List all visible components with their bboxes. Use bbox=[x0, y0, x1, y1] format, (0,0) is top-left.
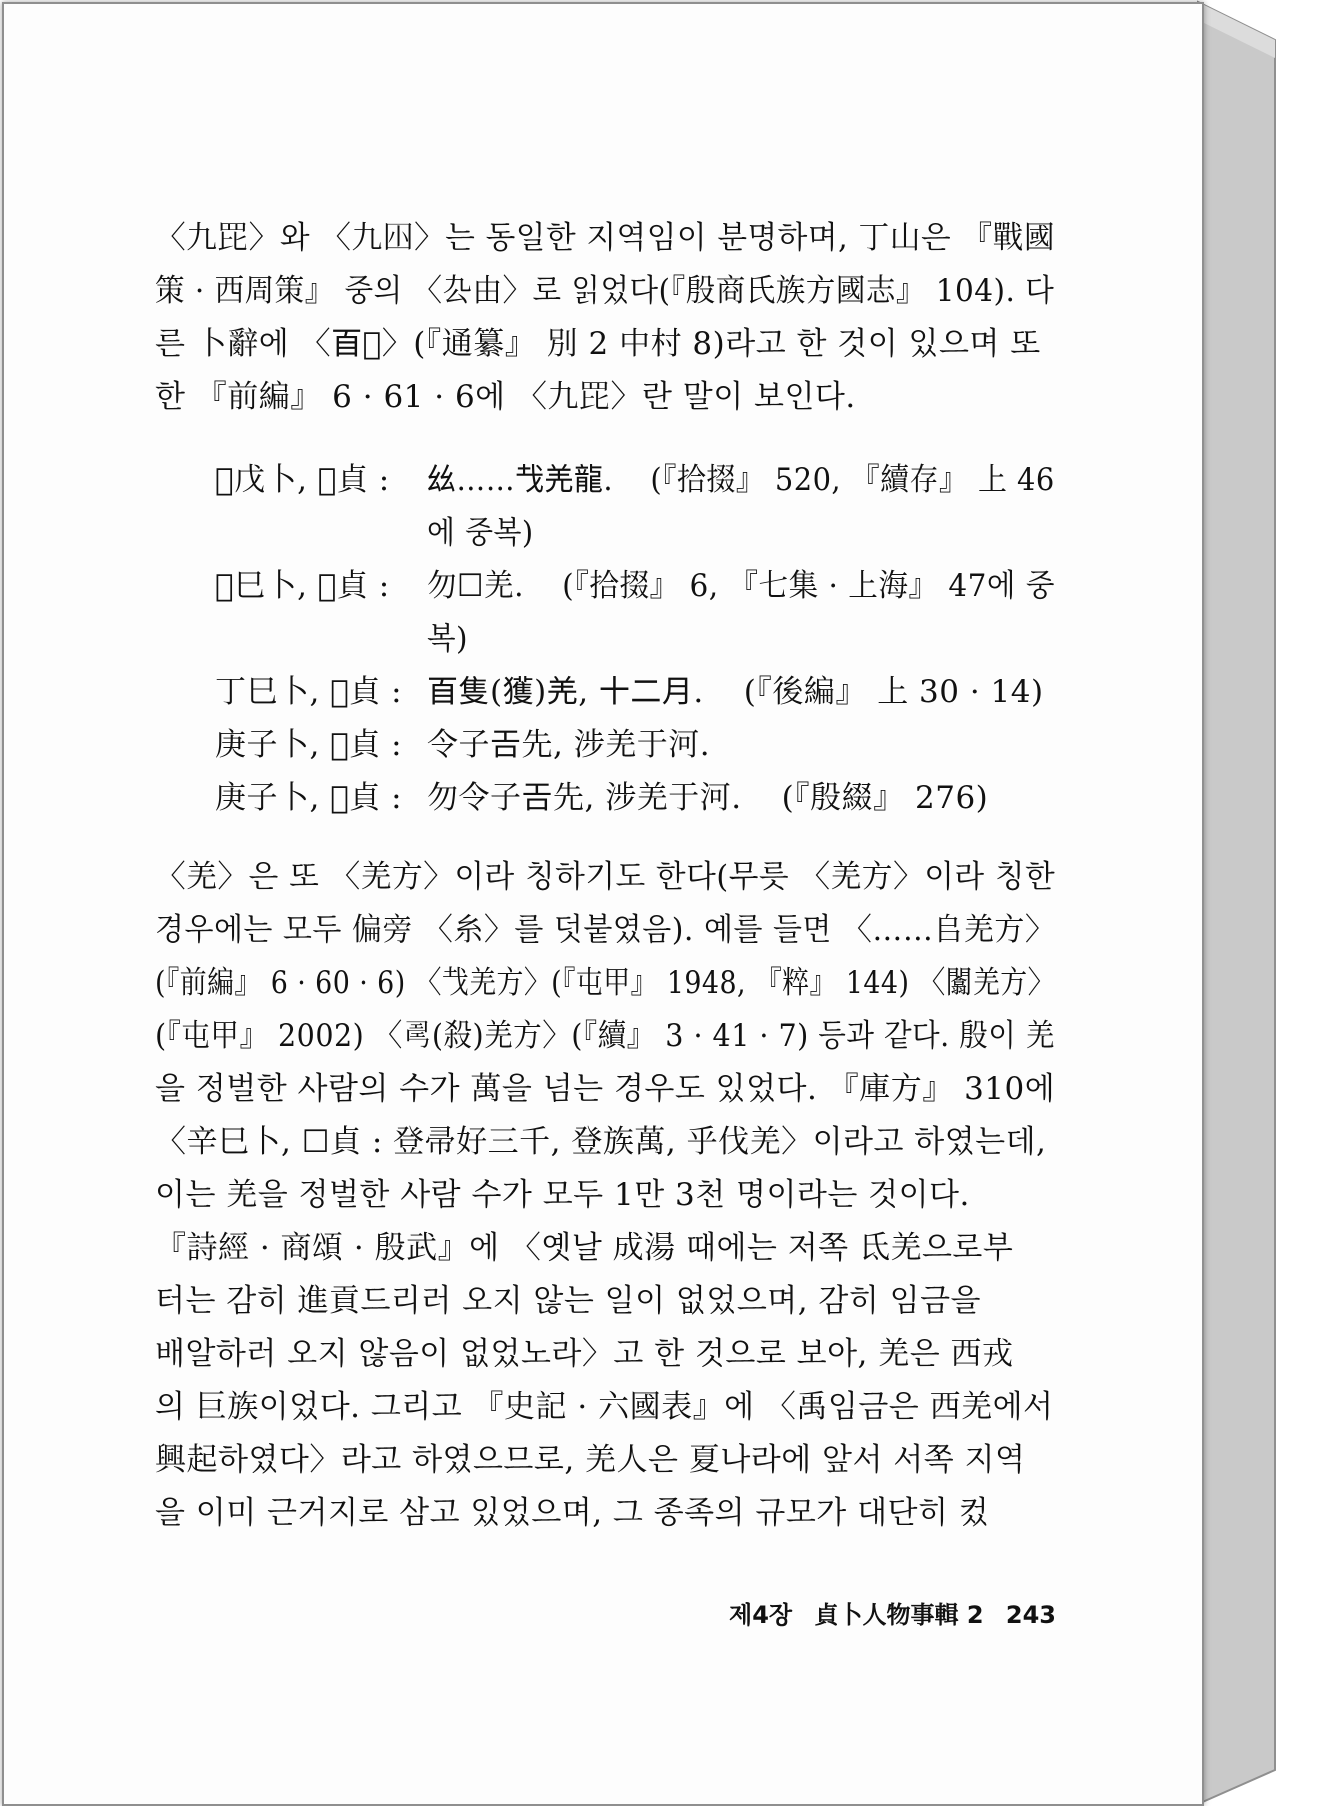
text-line: 策 · 西周策』 중의 〈厹由〉로 읽었다(『殷商氏族方國志』 104). 다 bbox=[155, 273, 1055, 309]
example-source: (『後編』 上 30 · 14) bbox=[743, 674, 1044, 710]
text-line: 한 『前編』 6 · 61 · 6에 〈九𦊁〉란 말이 보인다. bbox=[155, 379, 856, 415]
paragraph-3 bbox=[155, 1222, 1055, 1540]
text-line: 〈九𦊁〉와 〈九𡆧〉는 동일한 지역임이 분명하며, 丁山은 『戰國 bbox=[155, 220, 1056, 256]
example-row bbox=[215, 772, 1055, 825]
example-label: ☐戊卜, 𡧊貞 : bbox=[215, 462, 390, 498]
example-body bbox=[427, 719, 1055, 772]
text-line: 의 巨族이었다. 그리고 『史記 · 六國表』에 〈禹임금은 西羌에서 bbox=[155, 1389, 1054, 1425]
example-body bbox=[427, 454, 1055, 560]
example-label: 丁巳卜, 𡧊貞 : bbox=[215, 674, 403, 710]
page-number: 243 bbox=[1005, 1601, 1056, 1629]
text-line: 을 이미 근거지로 삼고 있었으며, 그 종족의 규모가 대단히 컸 bbox=[155, 1495, 990, 1531]
text-line: (『屯甲』 2002) 〈𢏚(殺)羌方〉(『續』 3 · 41 · 7) 등과 같다. 殷이 羌 bbox=[155, 1018, 1055, 1054]
example-row bbox=[215, 454, 1055, 560]
page-text bbox=[155, 212, 1055, 1540]
example-text: 𢆶……𢦏羌龍. bbox=[427, 462, 614, 498]
example-label: ☐巳卜, 𡧊貞 : bbox=[215, 568, 390, 604]
example-label: 庚子卜, 𡧊貞 : bbox=[215, 727, 403, 763]
example-body bbox=[427, 666, 1055, 719]
paragraph-1 bbox=[155, 212, 1055, 424]
text-line: 른 卜辭에 〈𦣻𤰔〉(『通纂』 別 2 中村 8)라고 한 것이 있으며 또 bbox=[155, 326, 1041, 362]
example-source: (『拾掇』 520, 『續存』 上 46 bbox=[650, 462, 1055, 498]
text-line: 배알하러 오지 않음이 없었노라〉고 한 것으로 보아, 羌은 西戎 bbox=[155, 1336, 1014, 1372]
text-line: (『前編』 6 · 60 · 6) 〈𢦏羌方〉(『屯甲』 1948, 『粹』 144) 〈闟羌方〉 bbox=[155, 965, 1055, 1001]
text-line: 『詩經 · 商頌 · 殷武』에 〈옛날 成湯 때에는 저쪽 氐羌으로부 bbox=[155, 1230, 1014, 1266]
example-text: 令子𢀛先, 涉羌于河. bbox=[427, 727, 711, 763]
paragraph-2 bbox=[155, 851, 1055, 1222]
text-line: 〈羌〉은 또 〈羌方〉이라 칭하기도 한다(무릇 〈羌方〉이라 칭한 bbox=[155, 859, 1056, 895]
page-footer bbox=[706, 1595, 1056, 1630]
inscription-examples bbox=[155, 454, 1055, 825]
example-source-continued: 복) bbox=[427, 621, 469, 657]
example-body bbox=[427, 772, 1055, 825]
example-source: (『殷綴』 276) bbox=[781, 780, 989, 816]
example-row bbox=[215, 719, 1055, 772]
footer-chapter: 제4장 bbox=[729, 1601, 793, 1629]
text-line: 興起하였다〉라고 하였으므로, 羌人은 夏나라에 앞서 서쪽 지역 bbox=[155, 1442, 1026, 1478]
example-row bbox=[215, 666, 1055, 719]
example-text: 𦣻隻(獲)羌, 十二月. bbox=[427, 674, 704, 710]
text-line: 을 정벌한 사람의 수가 萬을 넘는 경우도 있었다. 『庫方』 310에 bbox=[155, 1071, 1056, 1107]
footer-title: 貞卜人物事輯 2 bbox=[814, 1601, 984, 1629]
example-text: 勿令子𢀛先, 涉羌于河. bbox=[427, 780, 742, 816]
example-source-continued: 에 중복) bbox=[427, 515, 534, 551]
text-line: 이는 羌을 정벌한 사람 수가 모두 1만 3천 명이라는 것이다. bbox=[155, 1177, 970, 1213]
example-text: 勿☐羌. bbox=[427, 568, 524, 604]
example-label: 庚子卜, 𡧊貞 : bbox=[215, 780, 403, 816]
example-source: (『拾掇』 6, 『七集 · 上海』 47에 중 bbox=[562, 568, 1055, 604]
example-body bbox=[427, 560, 1055, 666]
text-line: 경우에는 모두 偏旁 〈糸〉를 덧붙였음). 예를 들면 〈……𠂤羌方〉 bbox=[155, 912, 1056, 948]
example-row bbox=[215, 560, 1055, 666]
text-line: 〈辛巳卜, ☐貞 : 登帚好三千, 登族萬, 乎伐羌〉이라고 하였는데, bbox=[155, 1124, 1047, 1160]
text-line: 터는 감히 進貢드리러 오지 않는 일이 없었으며, 감히 임금을 bbox=[155, 1283, 981, 1319]
